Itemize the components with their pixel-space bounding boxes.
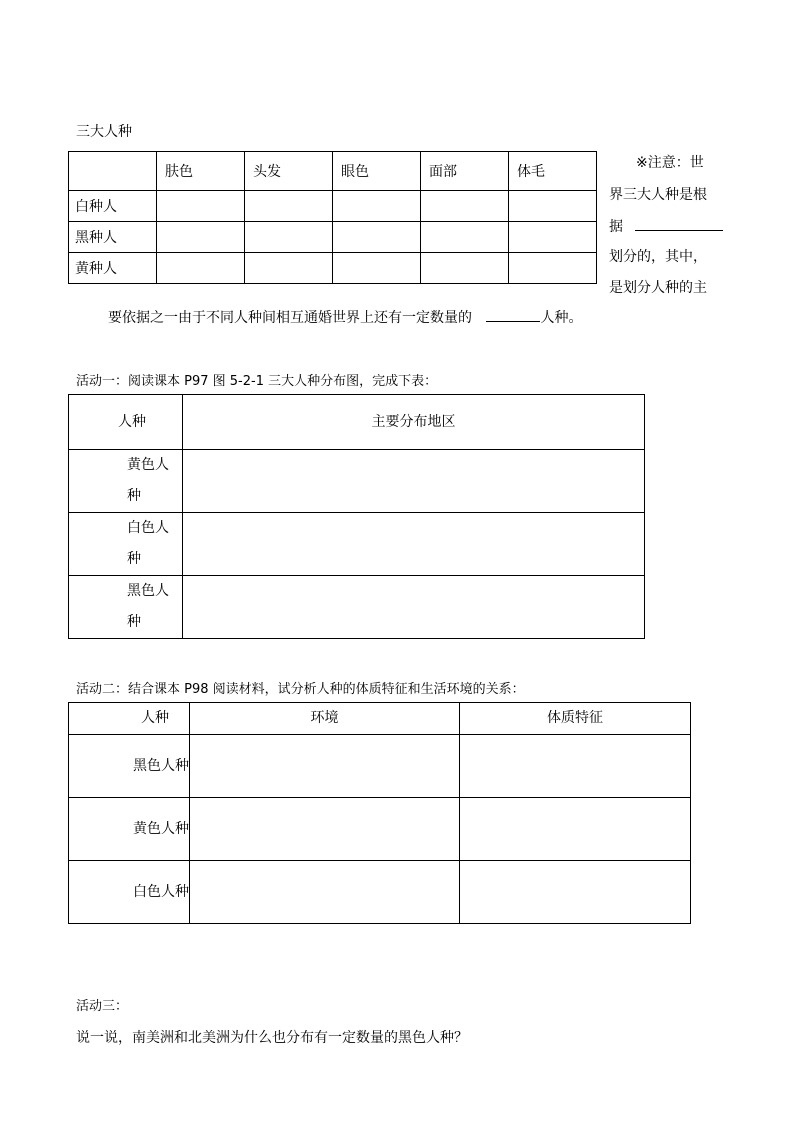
- table-row: [69, 191, 597, 222]
- header-race: 人种: [69, 703, 190, 735]
- race-traits-table: [68, 151, 597, 284]
- answer-cell[interactable]: [190, 861, 460, 924]
- continuation-text: 要依据之一由于不同人种间相互通婚世界上还有一定数量的: [108, 310, 472, 326]
- row-label: 白色人种: [69, 861, 190, 924]
- answer-cell[interactable]: [333, 222, 421, 253]
- answer-cell[interactable]: [421, 222, 509, 253]
- note-continuation: [108, 307, 582, 327]
- row-label: 黑种人: [69, 222, 157, 253]
- note-line-5: 是划分人种的主: [609, 280, 707, 296]
- table-header-row: [69, 152, 597, 191]
- header-cell-eye: 眼色: [333, 152, 421, 191]
- activity3-title: 活动三：: [76, 999, 129, 1014]
- answer-cell[interactable]: [333, 191, 421, 222]
- header-environment: 环境: [190, 703, 460, 735]
- activity3-question: 说一说，南美洲和北美洲为什么也分布有一定数量的黑色人种？: [76, 1030, 468, 1046]
- table-row: [69, 798, 691, 861]
- row-label: 白种人: [69, 191, 157, 222]
- note-line-3: [609, 216, 723, 236]
- header-cell-empty: [69, 152, 157, 191]
- answer-cell[interactable]: [157, 191, 245, 222]
- row-label: 黑色人种: [69, 735, 190, 798]
- note-line-2: 界三大人种是根: [609, 187, 707, 203]
- table-row: [69, 253, 597, 284]
- answer-cell[interactable]: [190, 735, 460, 798]
- table-row: [69, 576, 645, 639]
- answer-cell[interactable]: [157, 253, 245, 284]
- answer-cell[interactable]: [460, 735, 691, 798]
- row-label: 黄种人: [69, 253, 157, 284]
- answer-cell[interactable]: [333, 253, 421, 284]
- header-physical-traits: 体质特征: [460, 703, 691, 735]
- row-label: 黄色人种: [69, 798, 190, 861]
- answer-cell[interactable]: [509, 253, 597, 284]
- answer-cell[interactable]: [245, 253, 333, 284]
- activity1-title: 活动一：阅读课本 P97 图 5-2-1 三大人种分布图，完成下表：: [76, 374, 438, 389]
- table-row: [69, 222, 597, 253]
- note-line-4: 划分的，其中，: [609, 249, 707, 265]
- environment-table: [68, 702, 691, 924]
- answer-cell[interactable]: [157, 222, 245, 253]
- answer-cell[interactable]: [460, 861, 691, 924]
- answer-cell[interactable]: [509, 222, 597, 253]
- answer-cell[interactable]: [183, 450, 645, 513]
- row-label: 白色人种: [69, 513, 183, 576]
- row-label: 黄色人种: [69, 450, 183, 513]
- note-line-1: ※注意：世: [636, 155, 704, 171]
- table-row: [69, 513, 645, 576]
- note-line-3-text: 据: [609, 219, 623, 235]
- answer-cell[interactable]: [421, 253, 509, 284]
- table-header-row: [69, 703, 691, 735]
- section-title: 三大人种: [76, 124, 132, 140]
- distribution-table: [68, 394, 645, 639]
- table-row: [69, 450, 645, 513]
- header-cell-face: 面部: [421, 152, 509, 191]
- header-race: 人种: [69, 395, 183, 450]
- answer-cell[interactable]: [460, 798, 691, 861]
- answer-cell[interactable]: [183, 576, 645, 639]
- answer-cell[interactable]: [421, 191, 509, 222]
- table-row: [69, 735, 691, 798]
- activity2-title: 活动二：结合课本 P98 阅读材料，试分析人种的体质特征和生活环境的关系：: [76, 682, 525, 697]
- continuation-suffix: 人种。: [540, 310, 583, 326]
- answer-cell[interactable]: [245, 222, 333, 253]
- fill-blank[interactable]: [486, 307, 540, 322]
- answer-cell[interactable]: [245, 191, 333, 222]
- table-header-row: [69, 395, 645, 450]
- header-cell-skin: 肤色: [157, 152, 245, 191]
- answer-cell[interactable]: [509, 191, 597, 222]
- header-cell-hair: 头发: [245, 152, 333, 191]
- answer-cell[interactable]: [183, 513, 645, 576]
- header-region: 主要分布地区: [183, 395, 645, 450]
- row-label: 黑色人种: [69, 576, 183, 639]
- table-row: [69, 861, 691, 924]
- header-cell-body-hair: 体毛: [509, 152, 597, 191]
- fill-blank[interactable]: [635, 216, 723, 231]
- answer-cell[interactable]: [190, 798, 460, 861]
